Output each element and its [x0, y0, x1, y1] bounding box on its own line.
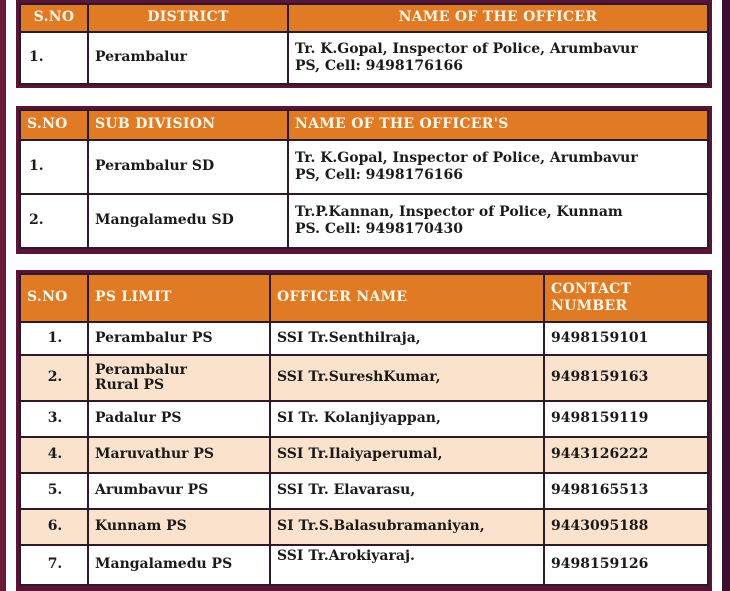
officer-cell: SSI Tr. Elavarasu,	[270, 473, 544, 509]
sno-cell: 5.	[20, 473, 88, 509]
district-header-row	[20, 4, 708, 32]
right-border	[722, 0, 730, 591]
sno-cell: 2.	[20, 194, 88, 248]
officer-line: PS, Cell: 9498176166	[295, 58, 464, 74]
col-sno-header: S.NO	[20, 274, 88, 322]
officer-line: Tr. K.Gopal, Inspector of Police, Arumbavur	[295, 40, 638, 57]
officer-cell	[288, 32, 708, 84]
ps-cell: Arumbavur PS	[88, 473, 270, 509]
ps-line: Rural PS	[95, 377, 165, 393]
officer-line: PS. Cell: 9498170430	[295, 221, 464, 237]
col-contact-header	[544, 274, 708, 322]
col-district-header: DISTRICT	[88, 4, 288, 32]
ps-cell: Padalur PS	[88, 401, 270, 437]
col-subdivision-header: SUB DIVISION	[88, 110, 288, 140]
ps-cell: Kunnam PS	[88, 509, 270, 545]
ps-table-block	[16, 270, 712, 591]
table-row	[20, 140, 708, 194]
sno-cell: 6.	[20, 509, 88, 545]
sno-cell: 1.	[20, 140, 88, 194]
subdivision-header-row	[20, 110, 708, 140]
officer-cell	[288, 140, 708, 194]
sno-cell: 7.	[20, 545, 88, 585]
officer-cell: SI Tr. Kolanjiyappan,	[270, 401, 544, 437]
table-row	[20, 437, 708, 473]
contact-cell: 9498159119	[544, 401, 708, 437]
ps-cell	[88, 355, 270, 401]
contact-cell: 9498159126	[544, 545, 708, 585]
officer-cell: SSI Tr.Ilaiyaperumal,	[270, 437, 544, 473]
subdivision-cell: Perambalur SD	[88, 140, 288, 194]
sno-cell: 1.	[20, 32, 88, 84]
officer-line: PS, Cell: 9498176166	[295, 167, 464, 183]
col-officer-name-header: OFFICER NAME	[270, 274, 544, 322]
sno-cell: 3.	[20, 401, 88, 437]
table-row	[20, 473, 708, 509]
subdivision-table-block	[16, 106, 712, 254]
col-officer-header: NAME OF THE OFFICER	[288, 4, 708, 32]
contact-cell: 9498159101	[544, 322, 708, 355]
officer-line: Tr. K.Gopal, Inspector of Police, Arumbavur	[295, 149, 638, 166]
contact-cell: 9498165513	[544, 473, 708, 509]
contact-header-line: CONTACT	[551, 280, 632, 297]
officer-cell: SI Tr.S.Balasubramaniyan,	[270, 509, 544, 545]
district-cell: Perambalur	[88, 32, 288, 84]
officer-cell: SSI Tr.Senthilraja,	[270, 322, 544, 355]
contact-cell: 9443095188	[544, 509, 708, 545]
table-row	[20, 322, 708, 355]
table-row	[20, 401, 708, 437]
contact-cell: 9498159163	[544, 355, 708, 401]
ps-line: Perambalur	[95, 361, 188, 378]
ps-cell: Perambalur PS	[88, 322, 270, 355]
sno-cell: 4.	[20, 437, 88, 473]
district-table-block	[16, 0, 712, 88]
table-row	[20, 32, 708, 84]
sno-cell: 1.	[20, 322, 88, 355]
ps-table	[19, 273, 709, 586]
col-sno-header: S.NO	[20, 110, 88, 140]
col-officer-header: NAME OF THE OFFICER'S	[288, 110, 708, 140]
ps-cell: Mangalamedu PS	[88, 545, 270, 585]
col-ps-limit-header: PS LIMIT	[88, 274, 270, 322]
subdivision-table	[19, 109, 709, 249]
officer-line: Tr.P.Kannan, Inspector of Police, Kunnam	[295, 203, 623, 220]
officer-cell: SSI Tr.SureshKumar,	[270, 355, 544, 401]
contact-header-line: NUMBER	[551, 298, 628, 314]
table-row	[20, 545, 708, 585]
district-table	[19, 3, 709, 85]
table-row	[20, 355, 708, 401]
contact-cell: 9443126222	[544, 437, 708, 473]
table-row	[20, 509, 708, 545]
subdivision-cell: Mangalamedu SD	[88, 194, 288, 248]
officer-cell	[288, 194, 708, 248]
left-border	[0, 0, 6, 591]
table-row	[20, 194, 708, 248]
ps-cell: Maruvathur PS	[88, 437, 270, 473]
col-sno-header: S.NO	[20, 4, 88, 32]
ps-header-row	[20, 274, 708, 322]
sno-cell: 2.	[20, 355, 88, 401]
officer-cell: SSI Tr.Arokiyaraj.	[270, 545, 544, 585]
